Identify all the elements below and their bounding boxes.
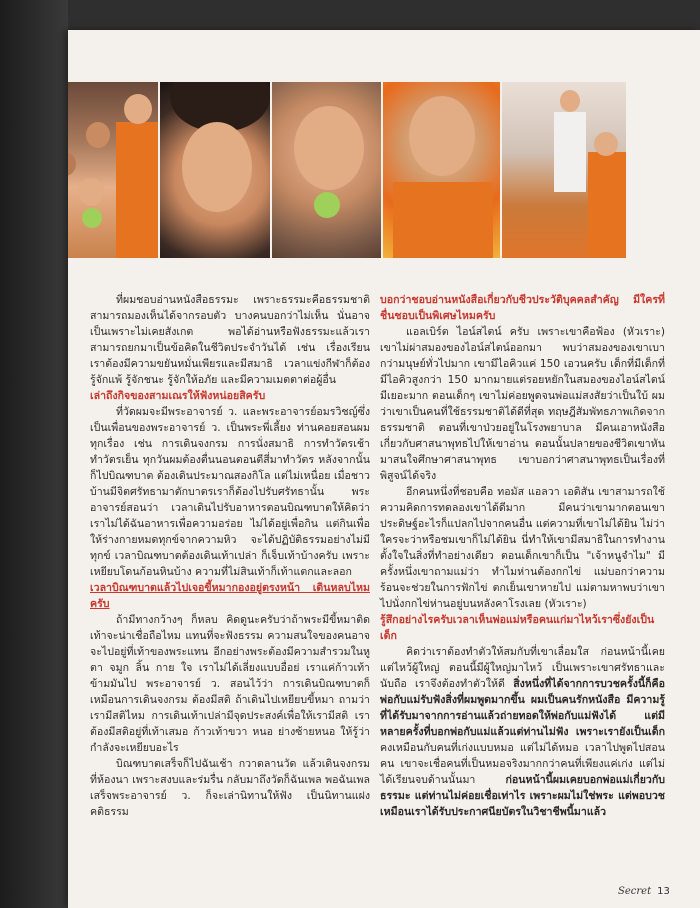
paragraph [380, 644, 665, 820]
mother-head-shape [68, 152, 76, 176]
photo-alms-round [502, 82, 626, 258]
child-face-shape [182, 122, 252, 212]
question-heading: เวลาบิณฑบาตแล้วไปเจอขี้หมากองอยู่ตรงหน้า เดินหลบไหมครับ [90, 582, 370, 610]
white-shirt-shape [554, 112, 586, 192]
question-heading: เล่าถึงกิจของสามเณรให้ฟังหน่อยสิครับ [90, 390, 266, 402]
photo-strip [68, 82, 626, 258]
shaved-head-shape [294, 106, 364, 190]
father-head-shape [86, 122, 110, 148]
paragraph: บิณฑบาตเสร็จก็ไปฉันเช้า กวาดลานวัด แล้วเดินจงกรมที่ห้องนา เพราะสงบและร่มรื่น กลับมาถึงวัดก็ฉันเพล พอฉันเพลเสร็จพระอาจารย์ ว. ก็จะเล่านิทานให้ฟัง เป็นนิทานแฝงคติธรรม [90, 758, 370, 818]
text-span: คิดว่าเราต้องทำตัวให้สมกับที่เขาเลื่อมใส ก่อนหน้านี้เคยแต่ไหว้ผู้ใหญ่ ตอนนี้มีผู้ใหญ่มาไหว้ เป็นเพราะเขาศรัทธาและนับถือ เราจึงต้องทำตัวให้ดี [380, 646, 665, 690]
lotus-bud-shape [314, 192, 340, 218]
novice-head-shape [409, 96, 475, 176]
right-column [380, 292, 665, 820]
question-heading: บอกว่าชอบอ่านหนังสือเกี่ยวกับชีวประวัติบุคคลสำคัญ มีใครที่ชื่นชอบเป็นพิเศษไหมครับ [380, 294, 665, 322]
child-head-shape [78, 178, 104, 206]
paragraph: อีกคนหนึ่งที่ชอบคือ ทอมัส แอลวา เอดิสัน เขาสามารถใช้ความคิดการทดลองเขาได้ดีมาก มีคนว่าเขามากตอนเขาประดิษฐ์อะไรก็แปลกไปจากคนอื่น แต่ความที่เขาไม่ได้ยิน ไม่ว่าใครจะว่าหรือชมเขาก็ไม่ได้ยิน นี่ทำให้เขามีสมาธิในการทำงาน ตั้งใจในสิ่งที่ทำอย่างเดียว ตอนเด็กเขาก็เป็น "เจ้าหนูจำไม" มีครั้งหนึ่งเขาถามแม่ว่า ทำไมห่านต้องกกไข่ แม่บอกว่าความร้อนจะช่วยในการฟักไข่ ตกเย็นเขาหายไป แม่ตามหาพบว่าเขาไปนั่งกกไข่ห่านอยู่บนหลังคาโรงเลย (หัวเราะ) [380, 486, 665, 610]
paragraph: ที่ผมชอบอ่านหนังสือธรรมะ เพราะธรรมะคือธรรมชาติ สามารถมองเห็นได้จากรอบตัว บางคนบอกว่าไม่เห็น นั่นอาจเป็นเพราะไม่เคยสังเกต พอได้อ่านหรือฟังธรรมะแล้วเราสามารถยกมาเป็นข้อคิดในชีวิตประจำวันได้ เช่น เรื่องเรียน เราต้องมีความขยันหมั่นเพียรและมีสมาธิ เวลาแข่งกีฬาก็ต้องรู้จักแพ้ รู้จักชนะ รู้จักให้อภัย และมีความเมตตาต่อผู้อื่น [90, 294, 370, 386]
magazine-page [68, 30, 700, 908]
woman-head-shape [560, 90, 580, 112]
monk-head-shape [124, 94, 152, 124]
paragraph: แอลเบิร์ต ไอน์สไตน์ ครับ เพราะเขาคือฟ้อง (หัวเราะ) เขาไม่ผ่าสมองของไอน์สไตน์ออกมา พบว่าสมองของเขาเบากว่ามนุษย์ทั่วไปมาก เขามีไอคิวแค่ 150 เอวนครับ เด็กที่มีเด็กที่มีไอคิวสูงกว่า 150 มากมายแต่รอยหยักในสมองของไอน์สไตน์มีเยอะมาก ตอนเด็กๆ เขาไม่ค่อยพูดจนพ่อแม่สงสัยว่าเป็นใบ้ ผมว่าเขาเป็นคนที่ใช้ธรรมชาติได้ดีที่สุด ทฤษฎีสัมพัทธภาพเกิดจากธรรมชาติ ตอนที่เขาป่วยอยู่ในโรงพยาบาล มีคนเอาหนังสือเกี่ยวกับศาสนาพุทธไปให้เขาอ่าน ตอนนั้นปลายของชีวิตเขาหันมาสนใจศึกษาศาสนาพุทธ เขาบอกว่าศาสนาพุทธเป็นเรื่องที่พิสูจน์ได้จริง [380, 326, 665, 482]
lotus-bud-shape [82, 208, 102, 228]
robe-shape [393, 182, 493, 258]
photo-shaved-head [272, 82, 381, 258]
text-span: คงเหมือนกับคนที่เก่งแบบหมอ แต่ไม่ได้หมอ เวลาไปพูดไปสอนคน เขาจะเชื่อคนที่เป็นหมอจริงมากกว่าคนที่เพียงแค่เก่ง แต่ไม่ได้เรียนจบด้านนั้นมา [380, 742, 665, 786]
page-footer [618, 886, 670, 897]
novice-head-shape [594, 132, 618, 156]
magazine-name: Secret [618, 886, 652, 897]
question-heading: รู้สึกอย่างไรครับเวลาเห็นพ่อแม่หรือคนแก่มาไหว้เราซึ่งยังเป็นเด็ก [380, 614, 655, 642]
photo-family-ordination [68, 82, 158, 258]
emphasis-span: ก่อนหน้านี้ผมเคยบอกพ่อแม่เกี่ยวกับธรรมะ แต่ท่านไม่ค่อยเชื่อเท่าไร เพราะผมไม่ใช่พระ แต่พอบวช เหมือนเราได้รับประกาศนียบัตรในวิชาชีพนี้มาแล้ว [380, 774, 665, 818]
emphasis-span: สิ่งหนึ่งที่ได้จากการบวชครั้งนี้ก็คือ พ่อกับแม่รับฟังสิ่งที่ผมพูดมากขึ้น ผมเป็นคนรักหนังสือ มีความรู้ที่ได้รับมาจากการอ่านแล้วถ่ายทอดให้พ่อกับแม่ฟังได้ แต่มีหลายครั้งที่บอกพ่อกับแม่แล้วแต่ท่านไม่ฟัง เพราะเรายังเป็นเด็ก [380, 678, 665, 738]
photo-hair-cutting [160, 82, 269, 258]
paragraph: ถ้ามีทางกว้างๆ ก็หลบ คิดดูนะครับว่าถ้าพระมีขี้หมาติดเท้าจะน่าเชื่อถือไหม แทนที่จะฟังธรรม ความสนใจของคนอาจจะไปอยู่ที่เท้าของพระแทน อีกอย่างพระต้องมีความสำรวมในหู ตา จมูก ลิ้น กาย ใจ เราไม่ได้เลี่ยงแบบอื่อย่ เราแค่ก้าวเท้าข้ามมันไป พระอาจารย์ ว. สอนไว้ว่า การเดินบิณฑบาตก็เหมือนการเดินจงกรม ต้องมีสติ ถ้าเดินไปเหยียบขี้หมา ถามว่าเรามีสติไหม การเดินเท้าเปล่ามีจุดประสงค์เพื่อให้เรามีสติ เราต้องมีสติอยู่ที่เท้าเสมอ ก้าวเท้าขวา หนอ ย่างซ้ายหนอ ให้รู้ว่ากำลังจะเหยียบอะไร [90, 614, 370, 754]
page-number: 13 [657, 886, 670, 897]
robe-shape [588, 152, 626, 258]
photo-smiling-novice [383, 82, 499, 258]
left-column [90, 292, 370, 820]
paragraph: ที่วัดผมจะมีพระอาจารย์ ว. และพระอาจารย์อมรวิชญ์ซึ่งเป็นเพื่อนของพระอาจารย์ ว. เป็นพระพี่เลี้ยง ท่านคอยสอนผมทุกเรื่อง เช่น การเดินจงกรม การนั่งสมาธิ การทำวัตรเช้า ทำวัตรเย็น ทุกวันผมต้องตื่นนอนตอนตีสี่มาทำวัตร หลังจากนั้นก็ไปบิณฑบาต ต้องเดินประมาณสองกิโล แต่ไม่เหนื่อย เมื่อชาวบ้านมีจิตศรัทธามาตักบาตรเราก็ต้องไปรับศรัทธานั้น พระอาจารย์สอนว่า เวลาเดินไปรับอาหารตอนบิณฑบาตให้คิดว่า เราไม่ได้ฉันอาหารเพื่อความอร่อย ไม่ได้อยู่เพื่อกิน แต่กินเพื่อให้ร่างกายหมดทุกข์จากความหิว จะได้ปฏิบัติธรรมอย่างไม่มีทุกข์ เวลาบิณฑบาตต้องเดินเท้าเปล่า ก็เจ็บเท้าบ้างครับ เพราะเหยียบโดนก้อนหินบ้าง ความที่ไม่สินเท้าก็เท้าแตกและลอก [90, 406, 370, 578]
robe-shape [116, 122, 158, 258]
binding-shadow [0, 0, 68, 908]
